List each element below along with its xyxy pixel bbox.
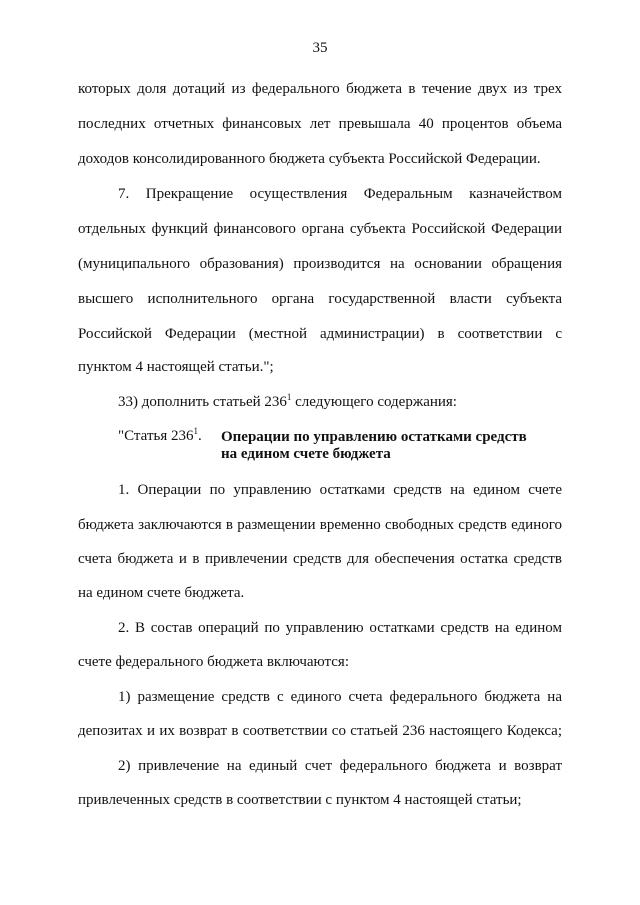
article-label-text: "Статья 236 bbox=[118, 428, 194, 444]
text-line: Российской Федерации (местной администрации) в соответствии с bbox=[78, 326, 562, 342]
text-line: которых доля дотаций из федерального бюджета в течение двух из трех bbox=[78, 81, 562, 97]
text-line: 2) привлечение на единый счет федерального бюджета и возврат bbox=[118, 758, 562, 774]
text-line: счета бюджета и в привлечении средств для обеспечения остатка средств bbox=[78, 551, 562, 567]
text-line: бюджета заключаются в размещении временно свободных средств единого bbox=[78, 517, 562, 533]
text-line: привлеченных средств в соответствии с пунктом 4 настоящей статьи; bbox=[78, 792, 522, 808]
amendment-text: следующего содержания: bbox=[291, 394, 457, 410]
superscript: 1 bbox=[286, 392, 292, 402]
text-line: 1) размещение средств с единого счета федерального бюджета на bbox=[118, 689, 562, 705]
text-line: 2. В состав операций по управлению остатками средств на едином bbox=[118, 620, 562, 636]
text-line: высшего исполнительного органа государственной власти субъекта bbox=[78, 291, 562, 307]
amendment-item-33 bbox=[118, 393, 562, 411]
text-line: депозитах и их возврат в соответствии со статьей 236 настоящего Кодекса; bbox=[78, 723, 562, 739]
article-label-text: . bbox=[197, 428, 202, 444]
article-label bbox=[118, 428, 202, 445]
text-line: пунктом 4 настоящей статьи."; bbox=[78, 359, 274, 375]
page-number: 35 bbox=[312, 40, 328, 56]
text-line: 7. Прекращение осуществления Федеральным казначейством bbox=[118, 186, 562, 202]
text-line: доходов консолидированного бюджета субъекта Российской Федерации. bbox=[78, 151, 541, 167]
text-line: последних отчетных финансовых лет превышала 40 процентов объема bbox=[78, 116, 562, 132]
text-line: (муниципального образования) производится на основании обращения bbox=[78, 256, 562, 272]
article-title: Операции по управлению остатками средств bbox=[221, 429, 527, 445]
amendment-text: 33) дополнить статьей 236 bbox=[118, 394, 287, 410]
superscript: 1 bbox=[193, 426, 198, 436]
text-line: отдельных функций финансового органа субъекта Российской Федерации bbox=[78, 221, 562, 237]
article-title: на едином счете бюджета bbox=[221, 446, 391, 462]
text-line: 1. Операции по управлению остатками средств на едином счете bbox=[118, 482, 562, 498]
text-line: счете федерального бюджета включаются: bbox=[78, 654, 350, 670]
text-line: на едином счете бюджета. bbox=[78, 585, 245, 601]
